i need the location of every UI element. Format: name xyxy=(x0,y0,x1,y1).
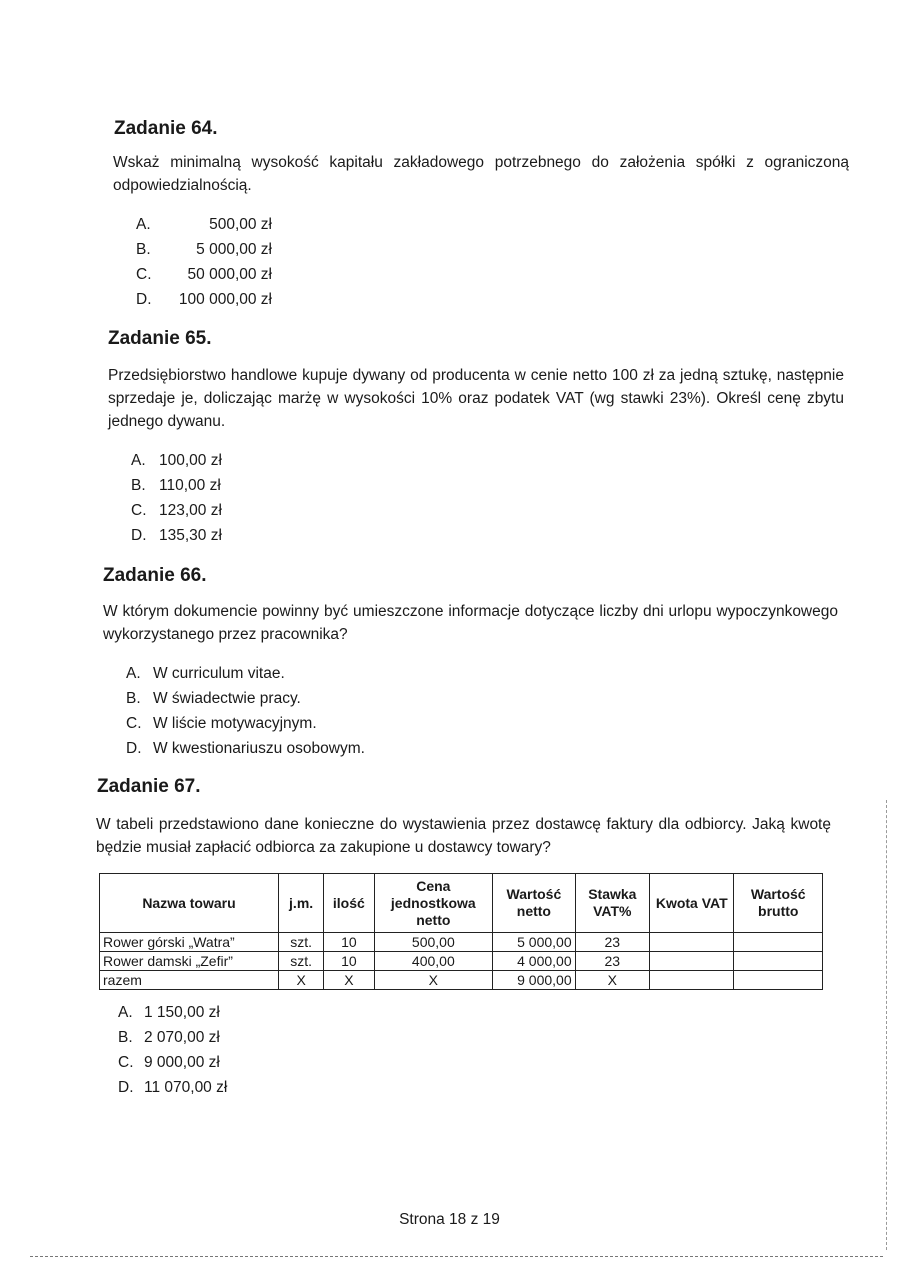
table-row xyxy=(100,971,823,990)
column-header: Stawka VAT% xyxy=(575,874,649,933)
answer-b: B. 5 000,00 zł xyxy=(136,241,272,258)
task-66-question: W którym dokumencie powinny być umieszczone informacje dotyczące liczby dni urlopu wypoczynkowego wykorzystanego przez pracownika? xyxy=(103,603,838,643)
answer-a: A. 500,00 zł xyxy=(136,216,272,233)
answer-d: D. 100 000,00 zł xyxy=(136,291,272,308)
page-edge-divider xyxy=(30,1256,883,1257)
table-cell: szt. xyxy=(278,933,323,952)
task-67-answers xyxy=(118,1000,227,1100)
table-cell: X xyxy=(278,971,323,990)
answer-c: C. 123,00 zł xyxy=(131,502,222,519)
table-cell xyxy=(734,971,823,990)
task-64-title: Zadanie 64. xyxy=(114,118,218,139)
task-67-question: W tabeli przedstawiono dane konieczne do wystawienia przez dostawcę faktury dla odbiorcy. Jaką kwotę będzie musiał zapłacić odbiorca za zakupione u dostawcy towary? xyxy=(96,816,831,856)
answer-d: D. 11 070,00 zł xyxy=(118,1079,228,1096)
column-header: Kwota VAT xyxy=(650,874,734,933)
table-cell: X xyxy=(324,971,374,990)
answer-b: B. 2 070,00 zł xyxy=(118,1029,220,1046)
answer-d: D. 135,30 zł xyxy=(131,527,222,544)
table-cell xyxy=(734,933,823,952)
table-cell: 23 xyxy=(575,952,649,971)
invoice-table xyxy=(99,873,823,990)
table-cell: Rower górski „Watra” xyxy=(100,933,279,952)
answer-c: C. 50 000,00 zł xyxy=(136,266,272,283)
table-cell: 4 000,00 xyxy=(493,952,575,971)
column-header: Wartość brutto xyxy=(734,874,823,933)
table-cell: 10 xyxy=(324,952,374,971)
task-64-question: Wskaż minimalną wysokość kapitału zakładowego potrzebnego do założenia spółki z ograniczoną odpowiedzialnością. xyxy=(113,154,849,194)
column-header: Wartość netto xyxy=(493,874,575,933)
answer-a: A. 1 150,00 zł xyxy=(118,1004,220,1021)
task-66-answers xyxy=(126,661,365,761)
table-header-row xyxy=(100,874,823,933)
answer-c: C. W liście motywacyjnym. xyxy=(126,715,317,732)
task-65-answers xyxy=(131,448,222,548)
answer-a: A. 100,00 zł xyxy=(131,452,222,469)
table-cell: X xyxy=(575,971,649,990)
table-row xyxy=(100,933,823,952)
answer-d: D. W kwestionariuszu osobowym. xyxy=(126,740,365,757)
table-cell: X xyxy=(374,971,493,990)
table-cell: 9 000,00 xyxy=(493,971,575,990)
task-65-title: Zadanie 65. xyxy=(108,328,212,349)
table-cell xyxy=(734,952,823,971)
column-header: Nazwa towaru xyxy=(100,874,279,933)
answer-c: C. 9 000,00 zł xyxy=(118,1054,220,1071)
table-cell: 5 000,00 xyxy=(493,933,575,952)
task-67-title: Zadanie 67. xyxy=(97,776,201,797)
column-header: Cena jednostkowa netto xyxy=(374,874,493,933)
task-66-title: Zadanie 66. xyxy=(103,565,207,586)
table-cell: 500,00 xyxy=(374,933,493,952)
column-header: j.m. xyxy=(278,874,323,933)
table-cell: 400,00 xyxy=(374,952,493,971)
table-cell: 10 xyxy=(324,933,374,952)
table-cell: razem xyxy=(100,971,279,990)
column-header: ilość xyxy=(324,874,374,933)
table-row xyxy=(100,952,823,971)
answer-b: B. 110,00 zł xyxy=(131,477,221,494)
table-cell: 23 xyxy=(575,933,649,952)
answer-a: A. W curriculum vitae. xyxy=(126,665,285,682)
task-65-question: Przedsiębiorstwo handlowe kupuje dywany od producenta w cenie netto 100 zł za jedną sztukę, następnie sprzedaje je, doliczając marżę w wysokości 10% oraz podatek VAT (wg stawki 23%). Określ cenę zbytu jednego dywanu. xyxy=(108,367,844,430)
answer-b: B. W świadectwie pracy. xyxy=(126,690,301,707)
page-edge-side xyxy=(886,800,887,1250)
table-cell xyxy=(650,971,734,990)
task-64-answers xyxy=(136,212,272,312)
table-cell: szt. xyxy=(278,952,323,971)
table-cell: Rower damski „Zefir” xyxy=(100,952,279,971)
table-cell xyxy=(650,952,734,971)
table-cell xyxy=(650,933,734,952)
page-number: Strona 18 z 19 xyxy=(399,1211,500,1228)
